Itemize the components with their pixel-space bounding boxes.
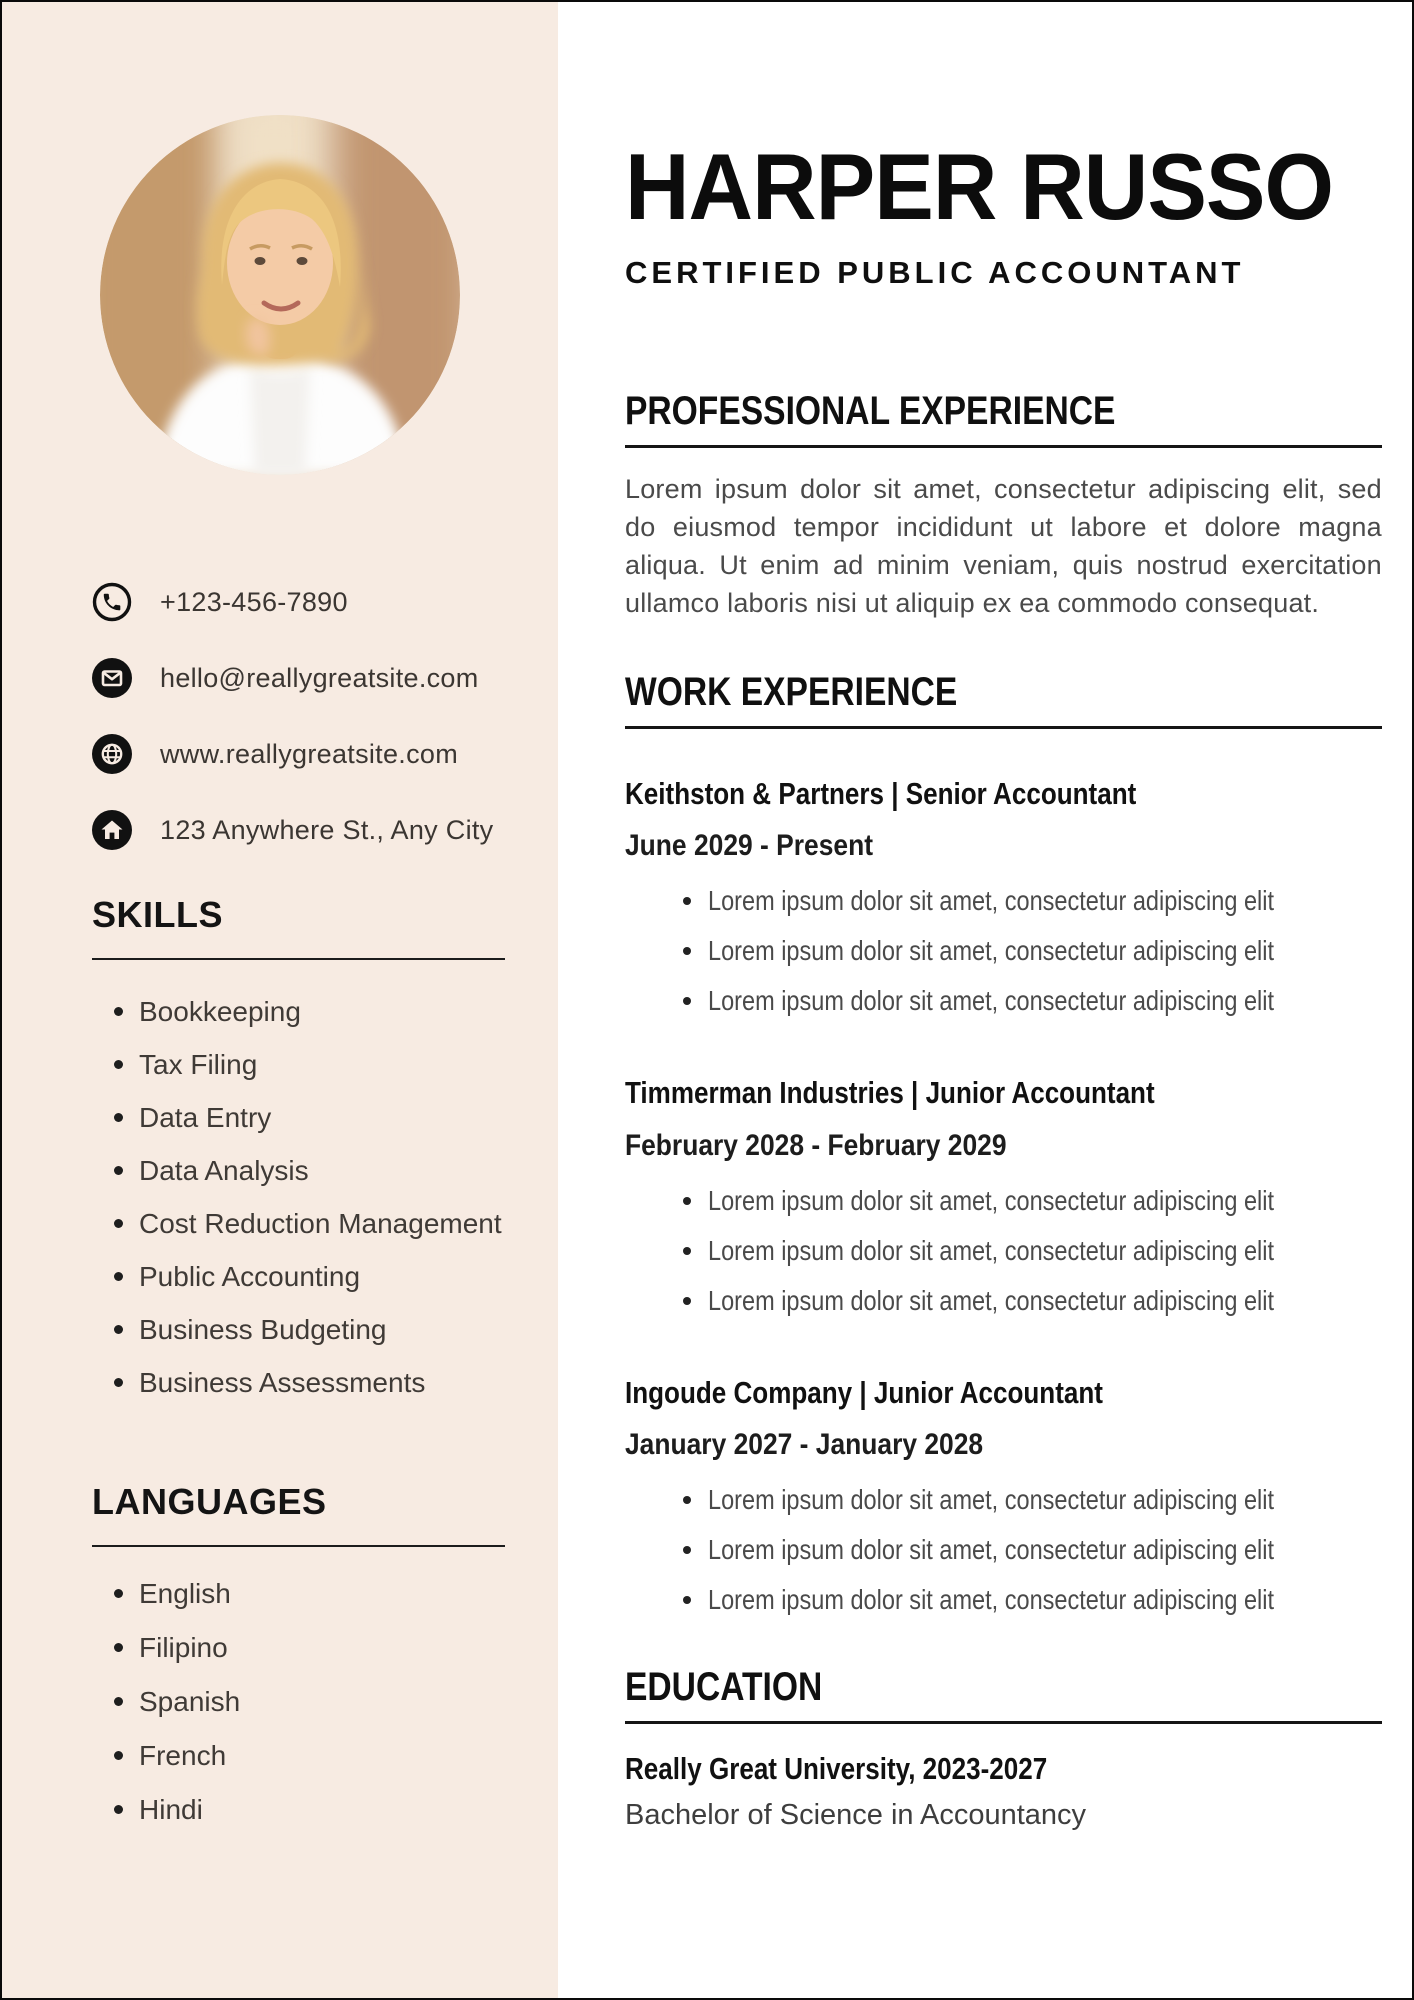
job-bullet: Lorem ipsum dolor sit amet, consectetur adipiscing elit bbox=[625, 1483, 1382, 1517]
education-heading: EDUCATION bbox=[625, 1667, 1382, 1724]
contact-item-website bbox=[92, 734, 558, 774]
job-bullet: Lorem ipsum dolor sit amet, consectetur adipiscing elit bbox=[625, 1583, 1382, 1617]
skills-heading: SKILLS bbox=[92, 893, 505, 960]
sidebar bbox=[2, 2, 558, 1998]
job-entry-title: Timmerman Industries | Junior Accountant bbox=[625, 1075, 1155, 1111]
summary-paragraph: Lorem ipsum dolor sit amet, consectetur adipiscing elit, sed do eiusmod tempor incididunt ut labore et dolore magna aliqua. Ut enim ad minim veniam, quis nostrud exercitation ullamco laboris nisi ut aliquip ex ea commodo consequat. bbox=[625, 474, 1382, 619]
skills-list bbox=[92, 995, 505, 1400]
email-address: hello@reallygreatsite.com bbox=[160, 662, 479, 693]
education-school: Really Great University, 2023-2027 bbox=[625, 1750, 1048, 1786]
street-address: 123 Anywhere St., Any City bbox=[160, 814, 494, 845]
education-section bbox=[625, 1664, 1382, 1835]
job-entry-title: Ingoude Company | Junior Accountant bbox=[625, 1374, 1103, 1410]
contact-list bbox=[92, 582, 558, 850]
job-bullet: Lorem ipsum dolor sit amet, consectetur adipiscing elit bbox=[625, 1284, 1382, 1318]
job-entry-period: February 2028 - February 2029 bbox=[625, 1128, 1007, 1162]
jobs-list bbox=[625, 775, 1382, 1617]
phone-icon bbox=[92, 582, 132, 622]
education-degree: Bachelor of Science in Accountancy bbox=[625, 1798, 1087, 1831]
job-entry-period: January 2027 - January 2028 bbox=[625, 1427, 984, 1461]
professional-experience-section bbox=[625, 391, 1382, 622]
job-bullet: Lorem ipsum dolor sit amet, consectetur adipiscing elit bbox=[625, 884, 1382, 918]
job-bullet: Lorem ipsum dolor sit amet, consectetur adipiscing elit bbox=[625, 1533, 1382, 1567]
skill-item: Data Analysis bbox=[92, 1154, 505, 1188]
job-bullet-list bbox=[625, 1483, 1382, 1617]
skills-section bbox=[92, 893, 505, 1400]
languages-section bbox=[92, 1480, 505, 1827]
language-item: English bbox=[92, 1577, 505, 1611]
skill-item: Business Assessments bbox=[92, 1366, 505, 1400]
name-text: HARPER RUSSO bbox=[625, 134, 1334, 239]
email-icon bbox=[92, 658, 132, 698]
language-item: Hindi bbox=[92, 1793, 505, 1827]
languages-list bbox=[92, 1577, 505, 1827]
website-url: www.reallygreatsite.com bbox=[160, 738, 458, 769]
contact-item-phone bbox=[92, 582, 558, 622]
job-bullet: Lorem ipsum dolor sit amet, consectetur adipiscing elit bbox=[625, 984, 1382, 1018]
contact-item-address bbox=[92, 810, 558, 850]
job-entry-period: June 2029 - Present bbox=[625, 829, 873, 863]
skill-item: Cost Reduction Management bbox=[92, 1207, 505, 1241]
job-bullet: Lorem ipsum dolor sit amet, consectetur adipiscing elit bbox=[625, 934, 1382, 968]
language-item: Spanish bbox=[92, 1685, 505, 1719]
job-entry-title: Keithston & Partners | Senior Accountant bbox=[625, 776, 1137, 812]
work-experience-section bbox=[625, 672, 1382, 1617]
language-item: French bbox=[92, 1739, 505, 1773]
job-bullet: Lorem ipsum dolor sit amet, consectetur adipiscing elit bbox=[625, 1184, 1382, 1218]
name-heading bbox=[625, 134, 1382, 239]
skill-item: Public Accounting bbox=[92, 1260, 505, 1294]
website-icon bbox=[92, 734, 132, 774]
job-bullet-list bbox=[625, 884, 1382, 1018]
home-icon bbox=[92, 810, 132, 850]
job-bullet: Lorem ipsum dolor sit amet, consectetur adipiscing elit bbox=[625, 1234, 1382, 1268]
contact-item-email bbox=[92, 658, 558, 698]
work-experience-heading: WORK EXPERIENCE bbox=[625, 672, 1382, 729]
job-title-subtitle: CERTIFIED PUBLIC ACCOUNTANT bbox=[625, 255, 1245, 290]
job-entry bbox=[625, 1074, 1382, 1317]
main-column bbox=[558, 2, 1414, 1998]
skill-item: Bookkeeping bbox=[92, 995, 505, 1029]
skill-item: Data Entry bbox=[92, 1101, 505, 1135]
job-entry bbox=[625, 1374, 1382, 1617]
job-entry bbox=[625, 775, 1382, 1018]
profile-photo-illustration bbox=[100, 115, 460, 475]
languages-heading: LANGUAGES bbox=[92, 1480, 505, 1547]
profile-photo bbox=[100, 115, 460, 475]
professional-experience-heading: PROFESSIONAL EXPERIENCE bbox=[625, 391, 1382, 448]
skill-item: Business Budgeting bbox=[92, 1313, 505, 1347]
job-bullet-list bbox=[625, 1184, 1382, 1318]
phone-number: +123-456-7890 bbox=[160, 586, 348, 617]
skill-item: Tax Filing bbox=[92, 1048, 505, 1082]
language-item: Filipino bbox=[92, 1631, 505, 1665]
